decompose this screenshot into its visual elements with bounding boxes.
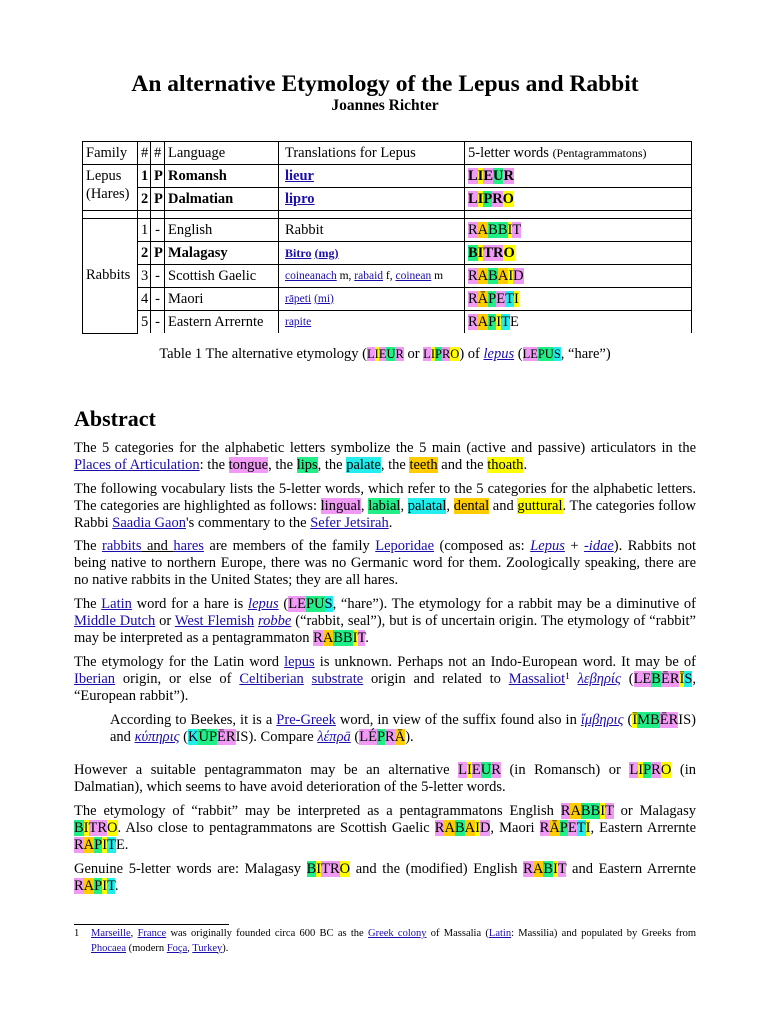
translation-cell: coineanach m, rabaid f, coinean m <box>279 265 465 288</box>
lepus-link[interactable]: lepus <box>483 346 515 362</box>
table-row: Lepus (Hares) 1 P Romansh lieur LIEUR <box>83 165 692 188</box>
greek-colony-link[interactable]: Greek colony <box>367 928 427 939</box>
sefer-jetsirah-link[interactable]: Sefer Jetsirah <box>310 515 389 531</box>
language-cell: Malagasy <box>165 242 279 265</box>
translation-cell <box>279 188 465 211</box>
imberis-link[interactable]: ἴμβηρις <box>580 712 624 728</box>
abstract-paragraph-9: Genuine 5-letter words are: Malagasy BITRO and the (modified) English RABIT and Eastern Arrernte RAPIT. <box>74 861 696 894</box>
pentagrammaton-cell: BITRO <box>465 242 692 265</box>
translation-link[interactable]: lipro <box>285 190 315 207</box>
abstract-paragraph-3: The rabbits and hares are members of the family Leporidae (composed as: Lepus + -idae). Rabbits not being native to northern Europe, there was no Germanic word for them. Zoologically speaking, there are no native rabbits in the United States; they are all hares. <box>74 538 696 588</box>
translation-link[interactable]: lieur <box>285 167 314 184</box>
family-cell-rabbits: Rabbits <box>83 219 138 334</box>
language-cell: Maori <box>165 288 279 311</box>
turkey-link[interactable]: Turkey <box>192 942 223 954</box>
idae-link[interactable]: -idae <box>583 538 614 554</box>
pentagrammaton-cell: RĀPETI <box>465 288 692 311</box>
abstract-paragraph-1: The 5 categories for the alphabetic letters symbolize the 5 main (active and passive) articulators in the Places of Articulation: the tongue, the lips, the palate, the teeth and the thoath. <box>74 440 696 473</box>
marseille-link[interactable]: Marseille <box>91 928 131 939</box>
phocaea-link[interactable]: Phocaea <box>91 942 126 954</box>
lepra-link[interactable]: λέπρā <box>317 729 351 745</box>
pre-greek-link[interactable]: Pre-Greek <box>276 712 336 728</box>
language-cell: Scottish Gaelic <box>165 265 279 288</box>
header-language: Language <box>165 142 279 165</box>
language-cell: Romansh <box>165 165 279 188</box>
abstract-paragraph-2: The following vocabulary lists the 5-letter words, which refer to the 5 categories for the alphabetic letters. The categories are highlighted as follows: lingual, labial, palatal, dental and guttural. The categories follow Rabbi Saadia Gaon's commentary to the Sefer Jetsirah. <box>74 481 697 531</box>
footnote-marker[interactable]: 1 <box>565 671 570 681</box>
table-row: 5 - Eastern Arrernte rapite RAPITE <box>83 311 692 334</box>
lepus-link-3[interactable]: lepus <box>284 654 315 670</box>
translation-link[interactable]: Bitro <box>285 245 312 260</box>
header-p: # <box>151 142 165 165</box>
etymology-table <box>82 141 692 334</box>
header-translations: Translations for Lepus <box>279 142 465 165</box>
pentagrammaton-cell: LIEUR <box>465 165 692 188</box>
hares-link[interactable]: hares <box>173 538 204 554</box>
places-of-articulation-link[interactable]: Places of Articulation <box>74 457 200 473</box>
table-spacer-row <box>83 211 692 219</box>
translation-cell <box>279 165 465 188</box>
substrate-link[interactable]: substrate <box>311 671 364 687</box>
france-link[interactable]: France <box>137 928 167 939</box>
translation-cell <box>279 242 465 265</box>
table-row: 4 - Maori rāpeti (mi) RĀPETI <box>83 288 692 311</box>
abstract-paragraph-4: The Latin word for a hare is lepus (LEPUS, “hare”). The etymology for a rabbit may be a diminutive of Middle Dutch or West Flemish robbe (“rabbit, seal”), but is of uncertain origin. The etymology of “rabbit” may be interpreted as a pentagrammaton RABBIT. <box>74 596 696 646</box>
language-cell: Eastern Arrernte <box>165 311 279 334</box>
leberis-greek-link[interactable]: λεβηρίς <box>577 671 621 687</box>
leporidae-link[interactable]: Leporidae <box>375 538 435 554</box>
pentagrammaton-cell: RABAID <box>465 265 692 288</box>
author-name: Joannes Richter <box>331 97 439 114</box>
language-cell: Dalmatian <box>165 188 279 211</box>
celtiberian-link[interactable]: Celtiberian <box>239 671 304 687</box>
translation-cell: Rabbit <box>279 219 465 242</box>
lepus-link-2[interactable]: lepus <box>248 596 279 612</box>
pentagrammaton-cell: LIPRO <box>465 188 692 211</box>
abstract-paragraph-5: The etymology for the Latin word lepus is unknown. Perhaps not an Indo-European word. It may be of Iberian origin, or else of Celtiberian substrate origin and related to Massaliot$^1$ λεβηρίς (LEBĒRĪS, “European rabbit”). <box>74 654 697 704</box>
middle-dutch-link[interactable]: Middle Dutch <box>74 613 156 629</box>
lepus-italic-link[interactable]: Lepus <box>530 538 565 554</box>
footnote-number: 1 <box>74 928 80 939</box>
abstract-paragraph-8: The etymology of “rabbit” may be interpreted as a pentagrammatons English RABBIT or Malagasy BITRO. Also close to pentagrammatons are Scottish Gaelic RABAID, Maori RĀPETI, Eastern Arrernte RAPITE. <box>74 803 697 853</box>
west-flemish-link[interactable]: West Flemish <box>174 613 255 629</box>
kyperis-link[interactable]: κύπηρις <box>134 729 180 745</box>
rabbits-link[interactable]: rabbits <box>102 538 142 554</box>
footnote: 1 Marseille, France was originally founded circa 600 BC as the Greek colony of Massalia (Latin: Massilia) and populated by Greeks from Phocaea (modern Foça, Turkey). <box>74 928 696 954</box>
abstract-heading: Abstract <box>74 406 156 431</box>
header-words: 5-letter words (Pentagrammatons) <box>465 142 692 165</box>
translation-lang-link[interactable]: (mg) <box>314 245 339 260</box>
abstract-paragraph-7: However a suitable pentagrammaton may be an alternative LIEUR (in Romansch) or LIPRO (in Dalmatian), which seems to have avoid deterioration of the 5-letter words. <box>74 762 697 795</box>
latin-link-footnote[interactable]: Latin <box>488 928 512 939</box>
table-row: 2 P Malagasy Bitro (mg) BITRO <box>83 242 692 265</box>
latin-link[interactable]: Latin <box>101 596 132 612</box>
pentagrammaton-cell: RABBIT <box>465 219 692 242</box>
beekes-quote: According to Beekes, it is a Pre-Greek word, in view of the suffix found also in ἴμβηρις (ĪMBĒRIS) and κύπηρις (KŪPĒRIS). Compare λέπρā (LÉPRĀ). <box>110 712 697 745</box>
table-row: 2 P Dalmatian lipro LIPRO <box>83 188 692 211</box>
header-num: # <box>138 142 151 165</box>
page-title: An alternative Etymology of the Lepus and Rabbit <box>131 71 639 97</box>
translation-cell: rapite <box>279 311 465 334</box>
foca-link[interactable]: Foça <box>166 942 188 954</box>
table-row: Rabbits 1 - English Rabbit RABBIT <box>83 219 692 242</box>
pentagrammaton-cell: RAPITE <box>465 311 692 334</box>
massaliot-link[interactable]: Massaliot <box>508 671 566 687</box>
translation-cell: rāpeti (mi) <box>279 288 465 311</box>
language-cell: English <box>165 219 279 242</box>
saadia-gaon-link[interactable]: Saadia Gaon <box>112 515 186 531</box>
header-family: Family <box>83 142 138 165</box>
table-row: 3 - Scottish Gaelic coineanach m, rabaid f, coinean m RABAID <box>83 265 692 288</box>
table-caption: Table 1 The alternative etymology (LIEUR or LIPRO) of lepus (LEPUS, “hare”) <box>159 346 611 362</box>
iberian-link[interactable]: Iberian <box>74 671 116 687</box>
robbe-link[interactable]: robbe <box>258 613 292 629</box>
family-cell-hares: Lepus (Hares) <box>83 165 138 211</box>
table-header-row <box>83 142 692 165</box>
footnote-separator <box>74 924 229 925</box>
